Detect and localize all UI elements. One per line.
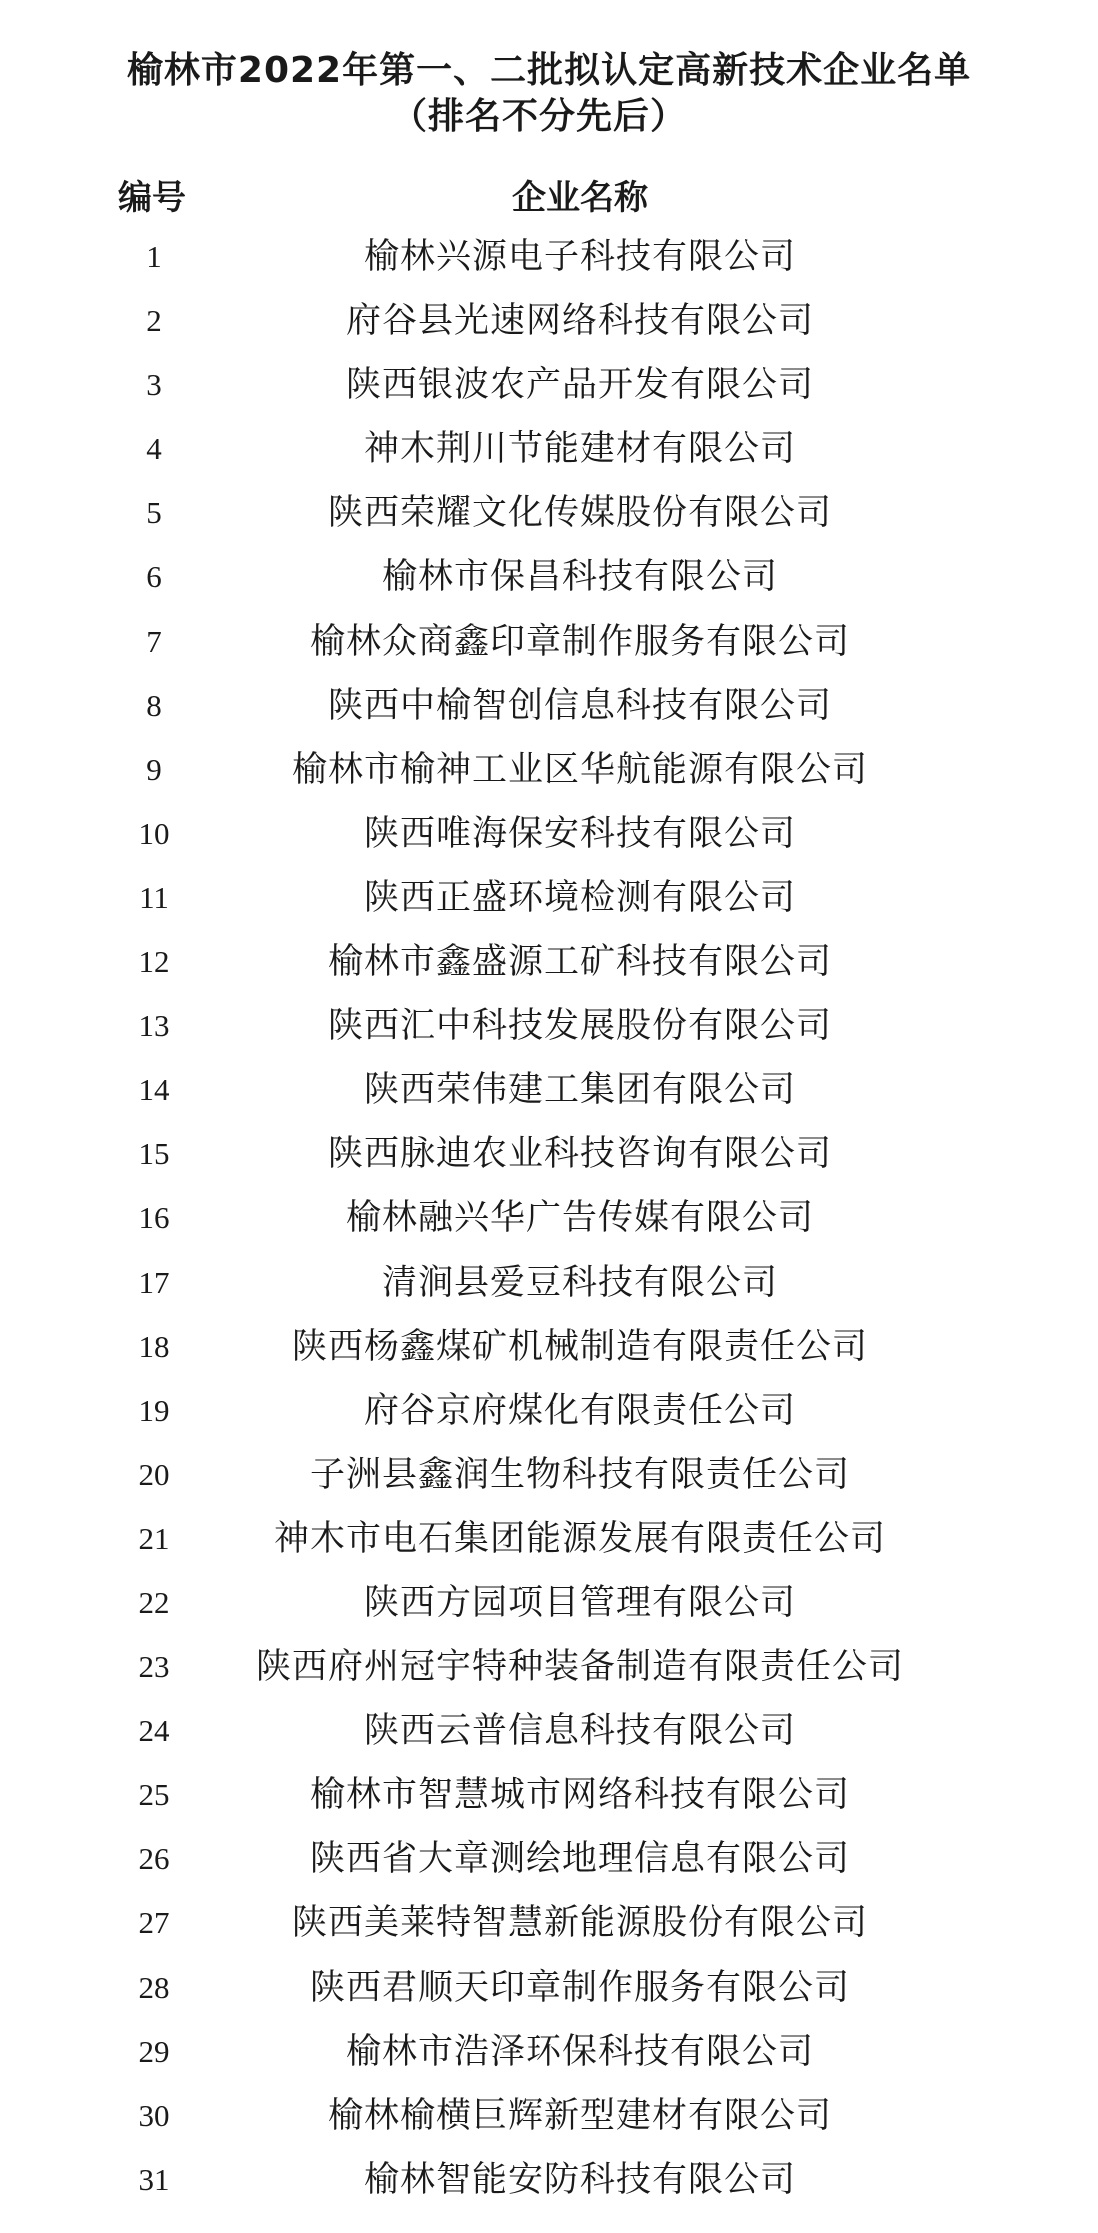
row-number: 15 (138, 1136, 170, 1172)
table-row (0, 417, 1098, 481)
table-row (0, 1443, 1098, 1507)
table-row (0, 1956, 1098, 2020)
company-name: 陕西唯海保安科技有限公司 (363, 813, 796, 854)
row-number: 18 (138, 1328, 170, 1364)
header-number: 编号 (118, 178, 186, 218)
table-row (0, 1379, 1098, 1443)
table-row (0, 1122, 1098, 1186)
row-number: 30 (138, 2097, 170, 2133)
company-name: 陕西正盛环境检测有限公司 (363, 877, 796, 918)
row-number: 11 (139, 879, 169, 915)
table-row (0, 1507, 1098, 1571)
table-row (0, 1891, 1098, 1955)
company-name: 子洲县鑫润生物科技有限责任公司 (309, 1454, 850, 1495)
row-number: 20 (138, 1456, 170, 1492)
company-name: 陕西美莱特智慧新能源股份有限公司 (291, 1903, 868, 1944)
company-name: 榆林市浩泽环保科技有限公司 (345, 2031, 814, 2072)
row-number: 21 (138, 1520, 170, 1556)
company-name: 陕西脉迪农业科技咨询有限公司 (327, 1134, 832, 1175)
table-row (0, 1699, 1098, 1763)
table-row (0, 545, 1098, 609)
table-row (0, 1058, 1098, 1122)
company-name: 榆林智能安防科技有限公司 (363, 2159, 796, 2200)
row-number: 5 (146, 495, 162, 531)
company-name: 榆林兴源电子科技有限公司 (363, 237, 796, 277)
company-name: 榆林众商鑫印章制作服务有限公司 (309, 621, 850, 662)
row-number: 2 (146, 303, 162, 339)
company-name: 陕西省大章测绘地理信息有限公司 (309, 1839, 850, 1880)
table-row (0, 674, 1098, 738)
table-row (0, 2020, 1098, 2084)
table-row (0, 610, 1098, 674)
company-name: 陕西君顺天印章制作服务有限公司 (309, 1967, 850, 2008)
row-number: 31 (138, 2161, 170, 2197)
row-number: 14 (138, 1072, 170, 1108)
table-row (0, 994, 1098, 1058)
row-number: 26 (138, 1841, 170, 1877)
table-row (0, 2148, 1098, 2212)
row-number: 1 (146, 239, 162, 274)
row-number: 3 (146, 367, 162, 403)
row-number: 7 (146, 623, 162, 659)
company-name: 陕西府州冠宇特种装备制造有限责任公司 (255, 1647, 904, 1688)
company-name: 陕西杨鑫煤矿机械制造有限责任公司 (291, 1326, 868, 1367)
row-number: 16 (138, 1200, 170, 1236)
table-row (0, 1763, 1098, 1827)
table-row (0, 1635, 1098, 1699)
row-number: 24 (138, 1713, 170, 1749)
company-name: 陕西中榆智创信息科技有限公司 (327, 685, 832, 726)
row-number: 23 (138, 1649, 170, 1685)
company-name: 神木荆川节能建材有限公司 (363, 429, 796, 470)
row-number: 17 (138, 1264, 170, 1300)
header-company-name: 企业名称 (512, 178, 648, 218)
row-number: 28 (138, 1969, 170, 2005)
row-number: 19 (138, 1392, 170, 1428)
table-row (0, 930, 1098, 994)
row-number: 6 (146, 559, 162, 595)
row-number: 4 (146, 431, 162, 467)
table-row (0, 1827, 1098, 1891)
row-number: 12 (138, 944, 170, 980)
company-name: 榆林市智慧城市网络科技有限公司 (309, 1775, 850, 1816)
company-name: 陕西汇中科技发展股份有限公司 (327, 1006, 832, 1047)
table-row (0, 1315, 1098, 1379)
company-name: 府谷县光速网络科技有限公司 (345, 301, 814, 342)
company-name: 榆林榆横巨辉新型建材有限公司 (327, 2095, 832, 2136)
row-number: 22 (138, 1584, 170, 1620)
row-number: 9 (146, 751, 162, 787)
table-row (0, 738, 1098, 802)
row-number: 8 (146, 687, 162, 723)
company-name: 陕西云普信息科技有限公司 (363, 1711, 796, 1752)
company-name: 清涧县爱豆科技有限公司 (381, 1262, 778, 1303)
table-row (0, 2084, 1098, 2148)
document-subtitle: （排名不分先后） (390, 96, 687, 137)
company-list (0, 225, 1098, 2212)
table-row (0, 225, 1098, 289)
row-number: 29 (138, 2033, 170, 2069)
company-name: 陕西银波农产品开发有限公司 (345, 365, 814, 406)
company-name: 陕西荣伟建工集团有限公司 (363, 1070, 796, 1111)
table-row (0, 1186, 1098, 1250)
document-title: 榆林市2022年第一、二批拟认定高新技术企业名单 (126, 50, 972, 91)
company-name: 榆林市保昌科技有限公司 (381, 557, 778, 598)
table-row (0, 289, 1098, 353)
company-name: 陕西方园项目管理有限公司 (363, 1582, 796, 1623)
row-number: 13 (138, 1008, 170, 1044)
table-row (0, 481, 1098, 545)
table-row (0, 866, 1098, 930)
company-name: 神木市电石集团能源发展有限责任公司 (273, 1518, 886, 1559)
table-row (0, 1571, 1098, 1635)
row-number: 25 (138, 1777, 170, 1813)
company-name: 榆林市榆神工业区华航能源有限公司 (291, 749, 868, 790)
company-name: 陕西荣耀文化传媒股份有限公司 (327, 493, 832, 534)
table-row (0, 802, 1098, 866)
company-name: 榆林融兴华广告传媒有限公司 (345, 1198, 814, 1239)
row-number: 27 (138, 1905, 170, 1941)
table-row (0, 1251, 1098, 1315)
company-name: 府谷京府煤化有限责任公司 (363, 1390, 796, 1431)
company-name: 榆林市鑫盛源工矿科技有限公司 (327, 942, 832, 983)
table-row (0, 353, 1098, 417)
row-number: 10 (138, 815, 170, 851)
